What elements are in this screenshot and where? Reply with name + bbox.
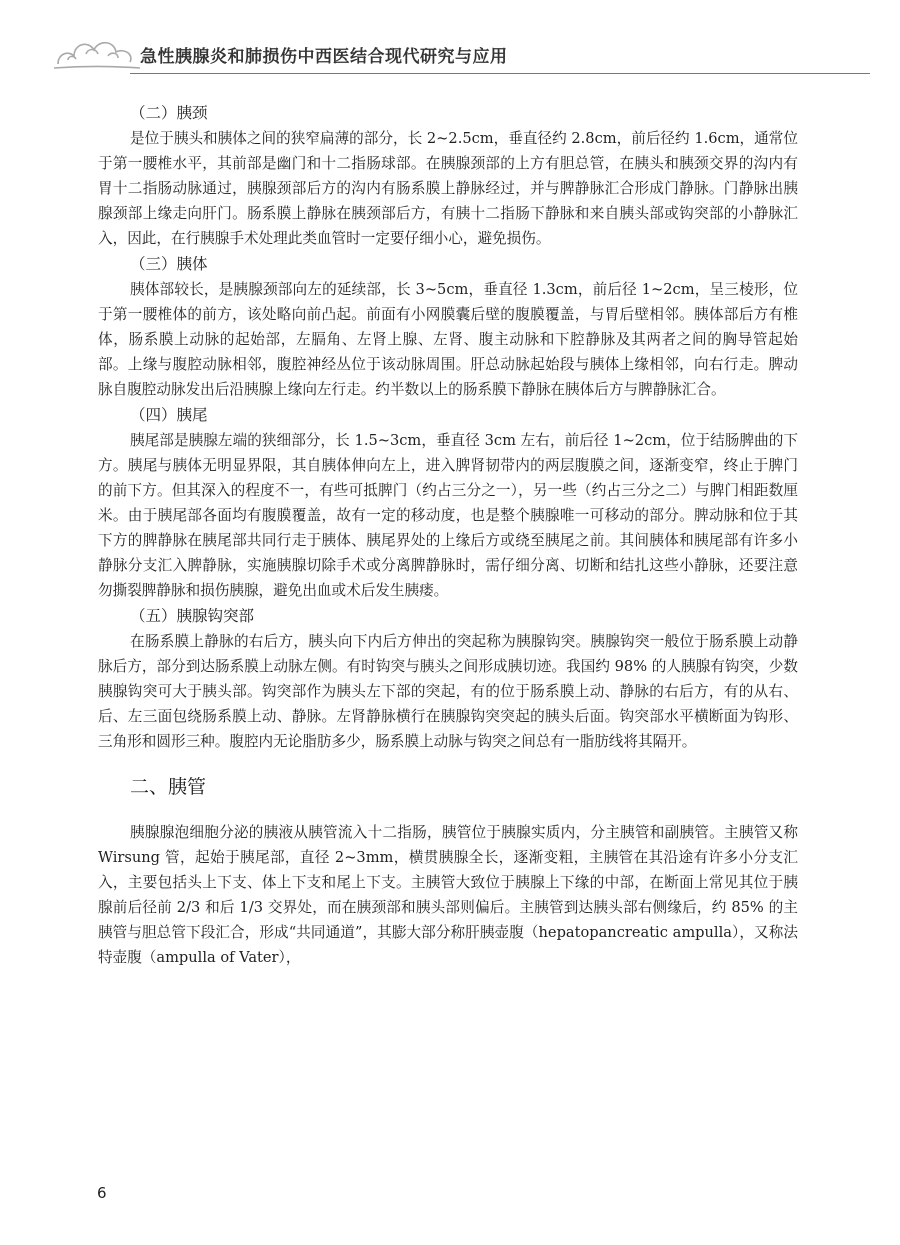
chapter-pancreatic-duct bbox=[98, 772, 798, 970]
section-heading: （三）胰体 bbox=[130, 255, 208, 273]
section-paragraph: 在肠系膜上静脉的右后方，胰头向下内后方伸出的突起称为胰腺钩突。胰腺钩突一般位于肠系膜上动静脉后方，部分到达肠系膜上动脉左侧。有时钩突与胰头之间形成胰切迹。我国约 98% 的人胰腺有钩突，少数胰腺钩突可大于胰头部。钩突部作为胰头左下部的突起，有的位于肠系膜上动、静脉的右后方，有的从右、后、左三面包绕肠系膜上动、静脉。左肾静脉横行在胰腺钩突突起的胰头后面。钩突部水平横断面为钩形、三角形和圆形三种。腹腔内无论脂肪多少，肠系膜上动脉与钩突之间总有一脂肪线将其隔开。 bbox=[98, 633, 798, 750]
section-paragraph: 是位于胰头和胰体之间的狭窄扁薄的部分，长 2~2.5cm，垂直径约 2.8cm，前后径约 1.6cm，通常位于第一腰椎水平，其前部是幽门和十二指肠球部。在胰腺颈部的上方有胆总管，在胰头和胰颈交界的沟内有胃十二指肠动脉通过，胰腺颈部后方的沟内有肠系膜上静脉经过，并与脾静脉汇合形成门静脉。门静脉出胰腺颈部上缘走向肝门。肠系膜上静脉在胰颈部后方，有胰十二指肠下静脉和来自胰头部或钩突部的小静脉汇入，因此，在行胰腺手术处理此类血管时一定要仔细小心，避免损伤。 bbox=[98, 130, 798, 247]
section-pancreas-tail bbox=[98, 402, 798, 603]
header-divider bbox=[130, 73, 870, 74]
section-heading: （五）胰腺钩突部 bbox=[130, 607, 255, 625]
section-heading: （二）胰颈 bbox=[130, 104, 208, 122]
section-paragraph: 胰体部较长，是胰腺颈部向左的延续部，长 3~5cm，垂直径 1.3cm，前后径 1~2cm，呈三棱形，位于第一腰椎体的前方，该处略向前凸起。前面有小网膜囊后壁的腹膜覆盖，与胃后壁相邻。胰体部后方有椎体，肠系膜上动脉的起始部，左膈角、左肾上腺、左肾、腹主动脉和下腔静脉及其两者之间的胸导管起始部。上缘与腹腔动脉相邻，腹腔神经丛位于该动脉周围。肝总动脉起始段与胰体上缘相邻，向右行走。脾动脉自腹腔动脉发出后沿胰腺上缘向左行走。约半数以上的肠系膜下静脉在胰体后方与脾静脉汇合。 bbox=[98, 281, 798, 398]
page-number: 6 bbox=[97, 1184, 107, 1202]
running-header bbox=[0, 0, 900, 80]
page-body bbox=[98, 100, 798, 970]
section-paragraph: 胰尾部是胰腺左端的狭细部分，长 1.5~3cm，垂直径 3cm 左右，前后径 1~2cm，位于结肠脾曲的下方。胰尾与胰体无明显界限，其自胰体伸向左上，进入脾肾韧带内的两层腹膜之间，逐渐变窄，终止于脾门的前下方。但其深入的程度不一，有些可抵脾门（约占三分之一），另一些（约占三分之二）与脾门相距数厘米。由于胰尾部各面均有腹膜覆盖，故有一定的移动度，也是整个胰腺唯一可移动的部分。脾动脉和位于其下方的脾静脉在胰尾部共同行走于胰体、胰尾界处的上缘后方或绕至胰尾之前。其间胰体和胰尾部有许多小静脉分支汇入脾静脉，实施胰腺切除手术或分离脾静脉时，需仔细分离、切断和结扎这些小静脉，还要注意勿撕裂脾静脉和损伤胰腺，避免出血或术后发生胰瘘。 bbox=[98, 432, 798, 599]
chapter-heading: 二、胰管 bbox=[130, 776, 207, 798]
section-uncinate-process bbox=[98, 603, 798, 754]
section-pancreas-neck bbox=[98, 100, 798, 251]
cloud-ornament-icon bbox=[52, 30, 142, 74]
section-pancreas-body bbox=[98, 251, 798, 402]
section-heading: （四）胰尾 bbox=[130, 406, 208, 424]
chapter-paragraph: 胰腺腺泡细胞分泌的胰液从胰管流入十二指肠，胰管位于胰腺实质内，分主胰管和副胰管。主胰管又称 Wirsung 管，起始于胰尾部，直径 2~3mm，横贯胰腺全长，逐渐变粗，主胰管在其沿途有许多小分支汇入，主要包括头上下支、体上下支和尾上下支。主胰管大致位于胰腺上下缘的中部，在断面上常见其位于胰腺前后径前 2/3 和后 1/3 交界处，而在胰颈部和胰头部则偏后。主胰管到达胰头部右侧缘后，约 85% 的主胰管与胆总管下段汇合，形成“共同通道”，其膨大部分称肝胰壶腹（hepatopancreatic ampulla），又称法特壶腹（ampulla of Vater）， bbox=[98, 824, 798, 966]
header-title: 急性胰腺炎和肺损伤中西医结合现代研究与应用 bbox=[140, 47, 508, 67]
